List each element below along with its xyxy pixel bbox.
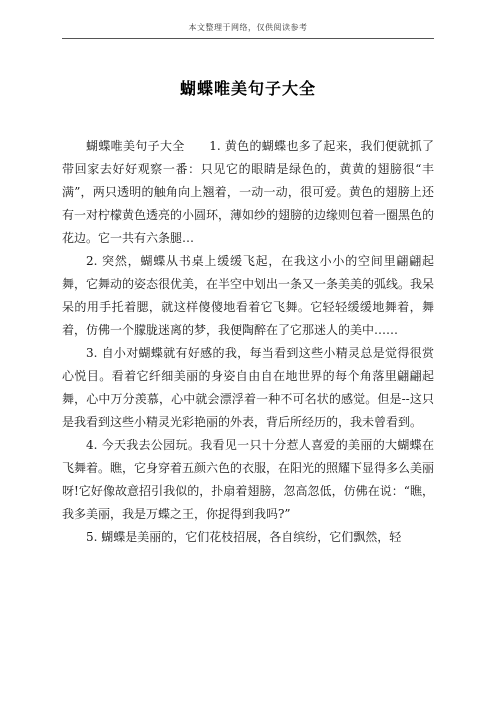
header-note: 本文整理于网络，仅供阅读参考 <box>188 23 308 32</box>
paragraph-4: 4. 今天我去公园玩。我看见一只十分惹人喜爱的美丽的大蝴蝶在飞舞着。瞧，它身穿着五颜六色的衣服，在阳光的照耀下显得多么美丽呀!它好像故意招引我似的，扑扇着翅膀，忽高忽低，仿佛在说：“瞧，我多美丽，我是万蝶之王，你捉得到我吗?” <box>62 438 435 521</box>
header-divider <box>62 38 434 39</box>
paragraph-2: 2. 突然，蝴蝶从书桌上缓缓飞起，在我这小小的空间里翩翩起舞，它舞动的姿态很优美，在半空中划出一条又一条美美的弧线。我呆呆的用手托着腮，就这样傻傻地看着它飞舞。它轻轻缓缓地舞着，舞着，仿佛一个朦胧迷离的梦，我便陶醉在了它那迷人的美中…… <box>62 254 435 337</box>
paragraph-intro: 蝴蝶唯美句子大全 1. 黄色的蝴蝶也多了起来，我们便就抓了带回家去好好观察一番：只见它的眼睛是绿色的，黄黄的翅膀很“丰满”，两只透明的触角向上翘着，一动一动，很可爱。黄色的翅膀上还有一对柠檬黄色透亮的小圆环，薄如纱的翅膀的边缘则包着一圈黑色的花边。它一共有六条腿… <box>62 139 435 245</box>
paragraph-5: 5. 蝴蝶是美丽的，它们花枝招展，各自缤纷，它们飘然，轻 <box>86 530 402 544</box>
document-body <box>62 135 434 549</box>
paragraph-3: 3. 自小对蝴蝶就有好感的我，每当看到这些小精灵总是觉得很赏心悦目。看着它纤细美丽的身姿自由自在地世界的每个角落里翩翩起舞，心中万分羡慕，心中就会漂浮着一种不可名状的感觉。但是--这只是我看到这些小精灵光彩艳丽的外表，背后所经历的，我未曾看到。 <box>62 346 434 429</box>
document-title: 蝴蝶唯美句子大全 <box>179 79 316 98</box>
